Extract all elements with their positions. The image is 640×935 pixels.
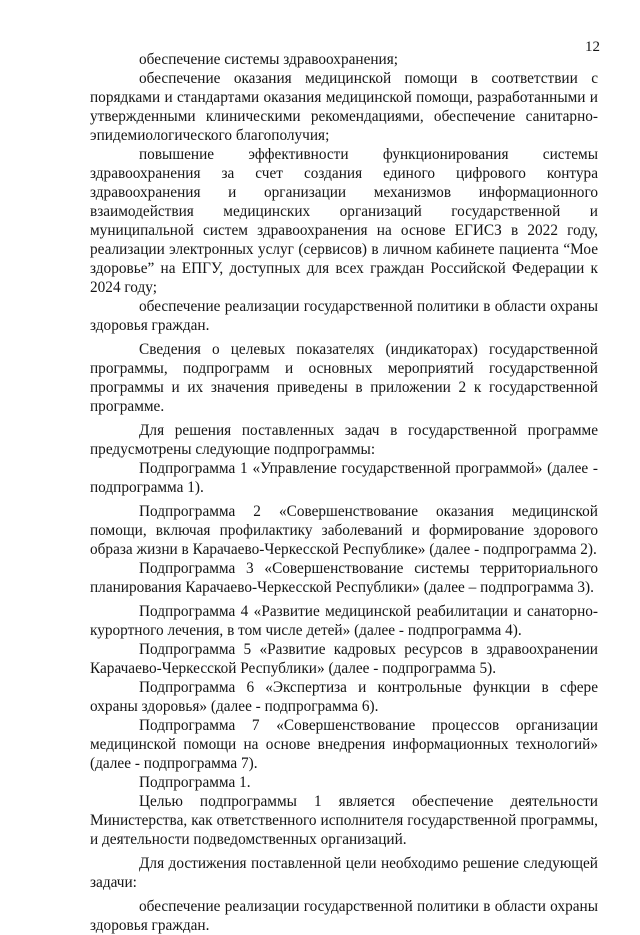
paragraph: Сведения о целевых показателях (индикаторах) государственной программы, подпрограмм и основных мероприятий государственной программы и их значения приведены в приложении 2 к государственной программе. [90, 341, 598, 415]
paragraph: обеспечение оказания медицинской помощи в соответствии с порядками и стандартами оказания медицинской помощи, разработанными и утвержденными клиническими рекомендациями, обеспечение санитарно-эпидемиологического благополучия; [90, 70, 598, 144]
paragraph: обеспечение реализации государственной политики в области охраны здоровья граждан. [90, 298, 598, 334]
paragraph: Для достижения поставленной цели необходимо решение следующей задачи: [90, 855, 598, 891]
paragraph: обеспечение системы здравоохранения; [139, 51, 399, 68]
paragraph: Подпрограмма 4 «Развитие медицинской реабилитации и санаторно-курортного лечения, в том числе детей» (далее - подпрограмма 4). [90, 603, 598, 639]
paragraph: Подпрограмма 1 «Управление государственной программой» (далее - подпрограмма 1). [90, 460, 598, 496]
paragraph: Подпрограмма 3 «Совершенствование системы территориального планирования Карачаево-Черкесской Республики» (далее – подпрограмма 3). [90, 560, 598, 596]
document-body [90, 50, 598, 935]
paragraph: Подпрограмма 7 «Совершенствование процессов организации медицинской помощи на основе внедрения информационных технологий» (далее - подпрограмма 7). [90, 717, 598, 772]
page-number: 12 [585, 39, 600, 55]
paragraph: Подпрограмма 2 «Совершенствование оказания медицинской помощи, включая профилактику заболеваний и формирование здорового образа жизни в Карачаево-Черкесской Республике» (далее - подпрограмма 2). [90, 503, 598, 558]
paragraph: Целью подпрограммы 1 является обеспечение деятельности Министерства, как ответственного исполнителя государственной программы, и деятельности подведомственных организаций. [90, 793, 598, 848]
paragraph: Подпрограмма 5 «Развитие кадровых ресурсов в здравоохранении Карачаево-Черкесской Республики» (далее - подпрограмма 5). [90, 641, 598, 677]
paragraph: Подпрограмма 6 «Экспертиза и контрольные функции в сфере охраны здоровья» (далее - подпрограмма 6). [90, 679, 598, 715]
paragraph: повышение эффективности функционирования системы здравоохранения за счет создания единого цифрового контура здравоохранения и организации механизмов информационного взаимодействия медицинских организаций государственной и муниципальной систем здравоохранения на основе ЕГИСЗ в 2022 году, реализации электронных услуг (сервисов) в личном кабинете пациента “Мое здоровье” на ЕПГУ, доступных для всех граждан Российской Федерации к 2024 году; [90, 146, 598, 296]
paragraph: Подпрограмма 1. [139, 774, 251, 791]
paragraph: Для решения поставленных задач в государственной программе предусмотрены следующие подпрограммы: [90, 422, 598, 458]
paragraph: обеспечение реализации государственной политики в области охраны здоровья граждан. [90, 898, 598, 934]
